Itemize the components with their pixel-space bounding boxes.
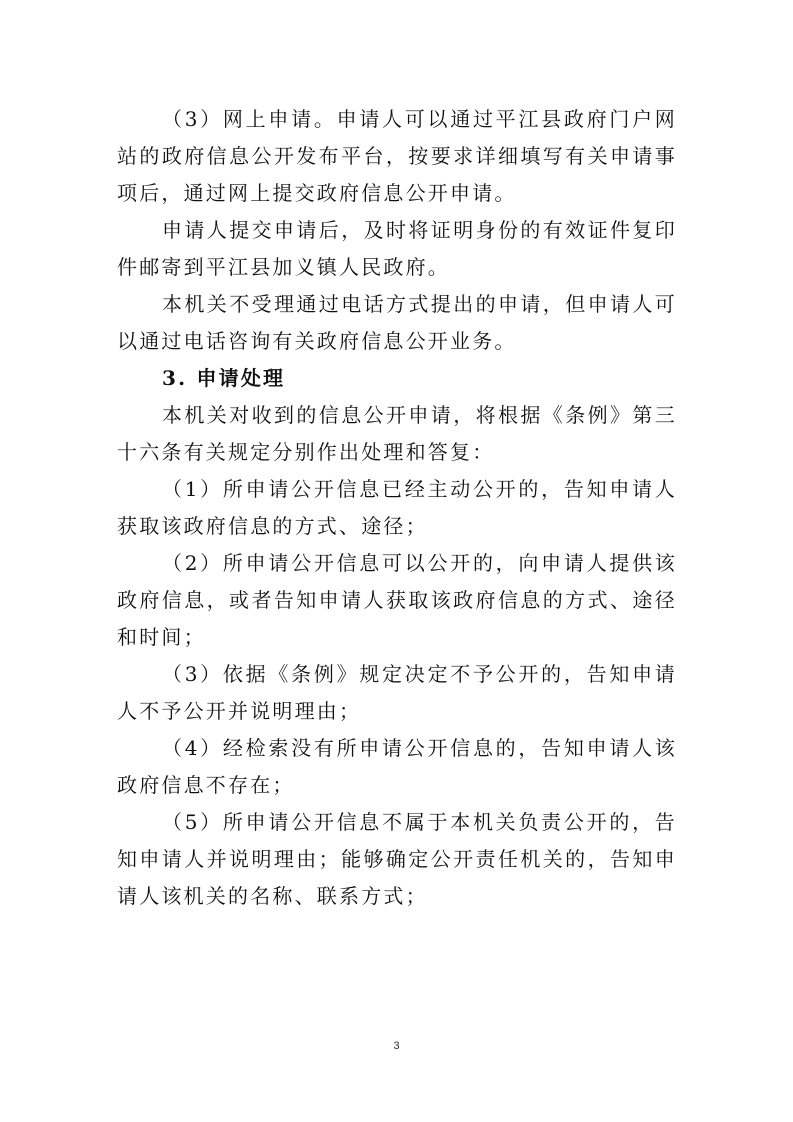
paragraph-item-5: （5）所申请公开信息不属于本机关负责公开的，告知申请人并说明理由；能够确定公开责任机关的，告知申请人该机关的名称、联系方式； xyxy=(117,810,677,908)
document-body xyxy=(117,101,677,915)
paragraph-processing-intro: 本机关对收到的信息公开申请，将根据《条例》第三十六条有关规定分别作出处理和答复： xyxy=(117,403,677,464)
paragraph-online-application: （3）网上申请。申请人可以通过平江县政府门户网站的政府信息公开发布平台，按要求详细填写有关申请事项后，通过网上提交政府信息公开申请。 xyxy=(117,107,677,205)
page-number: 3 xyxy=(393,1040,400,1052)
paragraph-no-phone-requests: 本机关不受理通过电话方式提出的申请，但申请人可以通过电话咨询有关政府信息公开业务。 xyxy=(117,292,677,353)
section-heading-application-processing: 3. 申请处理 xyxy=(162,366,286,390)
paragraph-mail-id-copy: 申请人提交申请后，及时将证明身份的有效证件复印件邮寄到平江县加义镇人民政府。 xyxy=(117,218,677,279)
paragraph-item-4: （4）经检索没有所申请公开信息的，告知申请人该政府信息不存在； xyxy=(117,736,677,797)
paragraph-item-1: （1）所申请公开信息已经主动公开的，告知申请人获取该政府信息的方式、途径； xyxy=(117,477,677,538)
paragraph-item-2: （2）所申请公开信息可以公开的，向申请人提供该政府信息，或者告知申请人获取该政府信息的方式、途径和时间； xyxy=(117,551,677,649)
paragraph-item-3: （3）依据《条例》规定决定不予公开的，告知申请人不予公开并说明理由； xyxy=(117,662,677,723)
